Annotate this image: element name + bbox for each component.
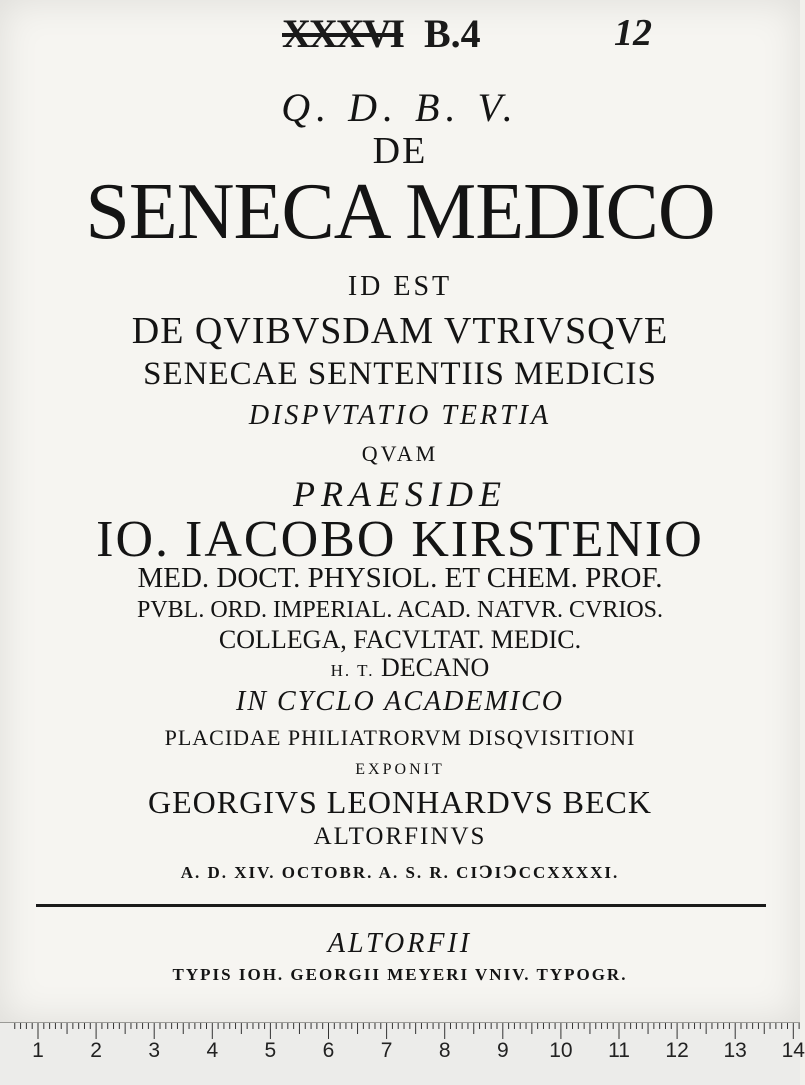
- manuscript-mark-right: 12: [614, 12, 652, 54]
- ruler-number: 6: [322, 1039, 335, 1062]
- ruler-number: 3: [148, 1039, 161, 1062]
- de-line: DE: [372, 130, 428, 172]
- ruler-number: 10: [549, 1039, 573, 1062]
- ruler-number: 4: [206, 1039, 219, 1062]
- ruler-number: 8: [438, 1039, 451, 1062]
- praeses-title-3: COLLEGA, FACVLTAT. MEDIC.: [218, 625, 582, 654]
- subtitle-line-1: DE QVIBVSDAM VTRIVSQVE: [131, 310, 669, 352]
- decano-word: DECANO: [381, 653, 490, 682]
- praeses-title-2: PVBL. ORD. IMPERIAL. ACAD. NATVR. CVRIOS.: [136, 597, 664, 623]
- id-est-line: ID EST: [347, 271, 453, 302]
- manuscript-mark-middle: B.4: [424, 11, 481, 56]
- decano-prefix: H. T.: [330, 661, 375, 680]
- ruler-number: 2: [90, 1039, 102, 1062]
- praeside-line: PRAESIDE: [293, 474, 507, 514]
- ruler-number: 14: [781, 1039, 805, 1062]
- manuscript-mark-left: XXXVI: [282, 11, 404, 56]
- ruler-number: 1: [32, 1039, 44, 1062]
- ruler-number: 7: [380, 1039, 393, 1062]
- date-line: A. D. XIV. OCTOBR. A. S. R. CIↃIↃCCXXXXI.: [180, 863, 620, 882]
- initials-line: Q. D. B. V.: [281, 85, 519, 130]
- ruler-number: 12: [665, 1039, 689, 1062]
- exponit-line: EXPONIT: [355, 761, 445, 778]
- praeses-title-1: MED. DOCT. PHYSIOL. ET CHEM. PROF.: [137, 562, 663, 594]
- ruler-number: 11: [608, 1039, 630, 1062]
- place-line: ALTORFII: [327, 928, 473, 959]
- subtitle-line-2: SENECAE SENTENTIIS MEDICIS: [143, 356, 657, 392]
- respondent-origin: ALTORFINVS: [313, 823, 487, 850]
- praeses-name: IO. IACOBO KIRSTENIO: [96, 511, 704, 568]
- decano-line: [0, 655, 800, 681]
- main-title: SENECA MEDICO: [85, 168, 715, 256]
- quam-line: QVAM: [361, 441, 439, 466]
- printer-line: TYPIS IOH. GEORGII MEYERI VNIV. TYPOGR.: [172, 965, 628, 984]
- ruler-number: 9: [496, 1039, 509, 1062]
- respondent-name: GEORGIVS LEONHARDVS BECK: [147, 784, 652, 820]
- placidae-line: PLACIDAE PHILIATRORVM DISQVISITIONI: [164, 725, 636, 750]
- horizontal-rule: [36, 904, 766, 907]
- ruler-number: 13: [723, 1039, 747, 1062]
- in-cyclo-line: IN CYCLO ACADEMICO: [236, 686, 564, 717]
- disputatio-line: DISPVTATIO TERTIA: [248, 400, 552, 431]
- ruler-number: 5: [264, 1039, 277, 1062]
